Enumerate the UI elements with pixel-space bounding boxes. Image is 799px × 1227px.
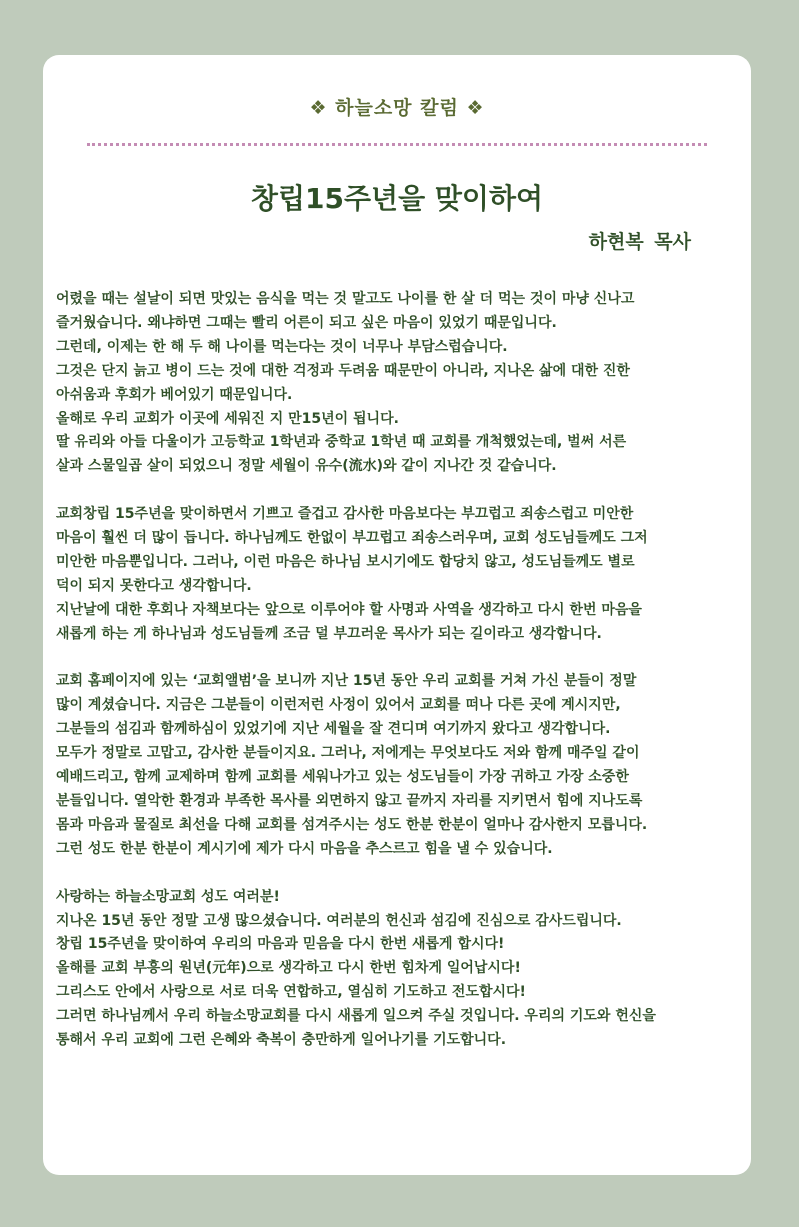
paragraph-gap — [56, 862, 746, 886]
text-line: 교회 홈페이지에 있는 ‘교회앨범’을 보니까 지난 15년 동안 우리 교회를 거쳐 가신 분들이 정말 — [56, 673, 637, 690]
text-line: 올해로 우리 교회가 이곳에 세워진 지 만15년이 됩니다. — [56, 410, 399, 427]
paragraph — [56, 503, 746, 646]
column-card — [43, 55, 751, 1175]
paragraph-gap — [56, 647, 746, 671]
paragraph-gap — [56, 479, 746, 503]
text-line: 그리스도 안에서 사랑으로 서로 더욱 연합하고, 열심히 기도하고 전도합시다! — [56, 984, 526, 1001]
paragraph — [56, 288, 746, 479]
text-line: 올해를 교회 부흥의 원년(元年)으로 생각하고 다시 한번 힘차게 일어납시다! — [56, 960, 521, 977]
text-line: 그분들의 섬김과 함께하심이 있었기에 지난 세월을 잘 견디며 여기까지 왔다고 생각합니다. — [56, 721, 611, 738]
text-line: 지나온 15년 동안 정말 고생 많으셨습니다. 여러분의 헌신과 섬김에 진심으로 감사드립니다. — [56, 912, 622, 929]
article-author: 하현복 목사 — [588, 231, 691, 253]
column-header — [43, 93, 751, 120]
text-line: 그것은 단지 늙고 병이 드는 것에 대한 걱정과 두려움 때문만이 아니라, 지나온 삶에 대한 진한 — [56, 362, 630, 379]
text-line: 많이 계셨습니다. 지금은 그분들이 이런저런 사정이 있어서 교회를 떠나 다른 곳에 계시지만, — [56, 697, 621, 714]
paragraph — [56, 886, 746, 1053]
text-line: 덕이 되지 못한다고 생각합니다. — [56, 577, 252, 594]
text-line: 새롭게 하는 게 하나님과 성도님들께 조금 덜 부끄러운 목사가 되는 길이라고 생각합니다. — [56, 625, 602, 642]
text-line: 통해서 우리 교회에 그런 은혜와 축복이 충만하게 일어나기를 기도합니다. — [56, 1032, 507, 1049]
text-line: 창립 15주년을 맞이하여 우리의 마음과 믿음을 다시 한번 새롭게 합시다! — [56, 936, 505, 953]
text-line: 딸 유리와 아들 다울이가 고등학교 1학년과 중학교 1학년 때 교회를 개척했었는데, 벌써 서른 — [56, 434, 627, 451]
text-line: 마음이 훨씬 더 많이 듭니다. 하나님께도 한없이 부끄럽고 죄송스러우며, 교회 성도님들께도 그저 — [56, 530, 648, 547]
diamond-ornament-icon: ❖ — [466, 97, 485, 119]
text-line: 미안한 마음뿐입니다. 그러나, 이런 마음은 하나님 보시기에도 합당치 않고, 성도님들께도 별로 — [56, 553, 635, 570]
text-line: 사랑하는 하늘소망교회 성도 여러분! — [56, 888, 280, 905]
text-line: 아쉬움과 후회가 베어있기 때문입니다. — [56, 386, 293, 403]
text-line: 즐거웠습니다. 왜냐하면 그때는 빨리 어른이 되고 싶은 마음이 있었기 때문입니다. — [56, 314, 557, 331]
text-line: 예배드리고, 함께 교제하며 함께 교회를 세워나가고 있는 성도님들이 가장 귀하고 가장 소중한 — [56, 769, 629, 786]
text-line: 모두가 정말로 고맙고, 감사한 분들이지요. 그러나, 저에게는 무엇보다도 저와 함께 매주일 같이 — [56, 745, 640, 762]
column-header-label: 하늘소망 칼럼 — [335, 97, 459, 119]
text-line: 그런데, 이제는 한 해 두 해 나이를 먹는다는 것이 너무나 부담스럽습니다. — [56, 338, 508, 355]
text-line: 그런 성도 한분 한분이 계시기에 제가 다시 마음을 추스르고 힘을 낼 수 있습니다. — [56, 840, 553, 857]
text-line: 지난날에 대한 후회나 자책보다는 앞으로 이루어야 할 사명과 사역을 생각하고 다시 한번 마음을 — [56, 601, 642, 618]
diamond-ornament-icon: ❖ — [309, 97, 328, 119]
paragraph — [56, 670, 746, 861]
dotted-divider — [87, 143, 707, 146]
text-line: 살과 스물일곱 살이 되었으니 정말 세월이 유수(流水)와 같이 지나간 것 같습니다. — [56, 458, 557, 475]
text-line: 어렸을 때는 설날이 되면 맛있는 음식을 먹는 것 말고도 나이를 한 살 더 먹는 것이 마냥 신나고 — [56, 291, 635, 307]
article-body — [56, 288, 746, 1053]
text-line: 교회창립 15주년을 맞이하면서 기쁘고 즐겁고 감사한 마음보다는 부끄럽고 죄송스럽고 미안한 — [56, 506, 634, 523]
text-line: 몸과 마음과 물질로 최선을 다해 교회를 섬겨주시는 성도 한분 한분이 얼마나 감사한지 모릅니다. — [56, 816, 648, 833]
text-line: 그러면 하나님께서 우리 하늘소망교회를 다시 새롭게 일으켜 주실 것입니다. 우리의 기도와 헌신을 — [56, 1008, 656, 1025]
article-title: 창립15주년을 맞이하여 — [250, 182, 544, 215]
text-line: 분들입니다. 열악한 환경과 부족한 목사를 외면하지 않고 끝까지 자리를 지키면서 힘에 지나도록 — [56, 793, 643, 809]
